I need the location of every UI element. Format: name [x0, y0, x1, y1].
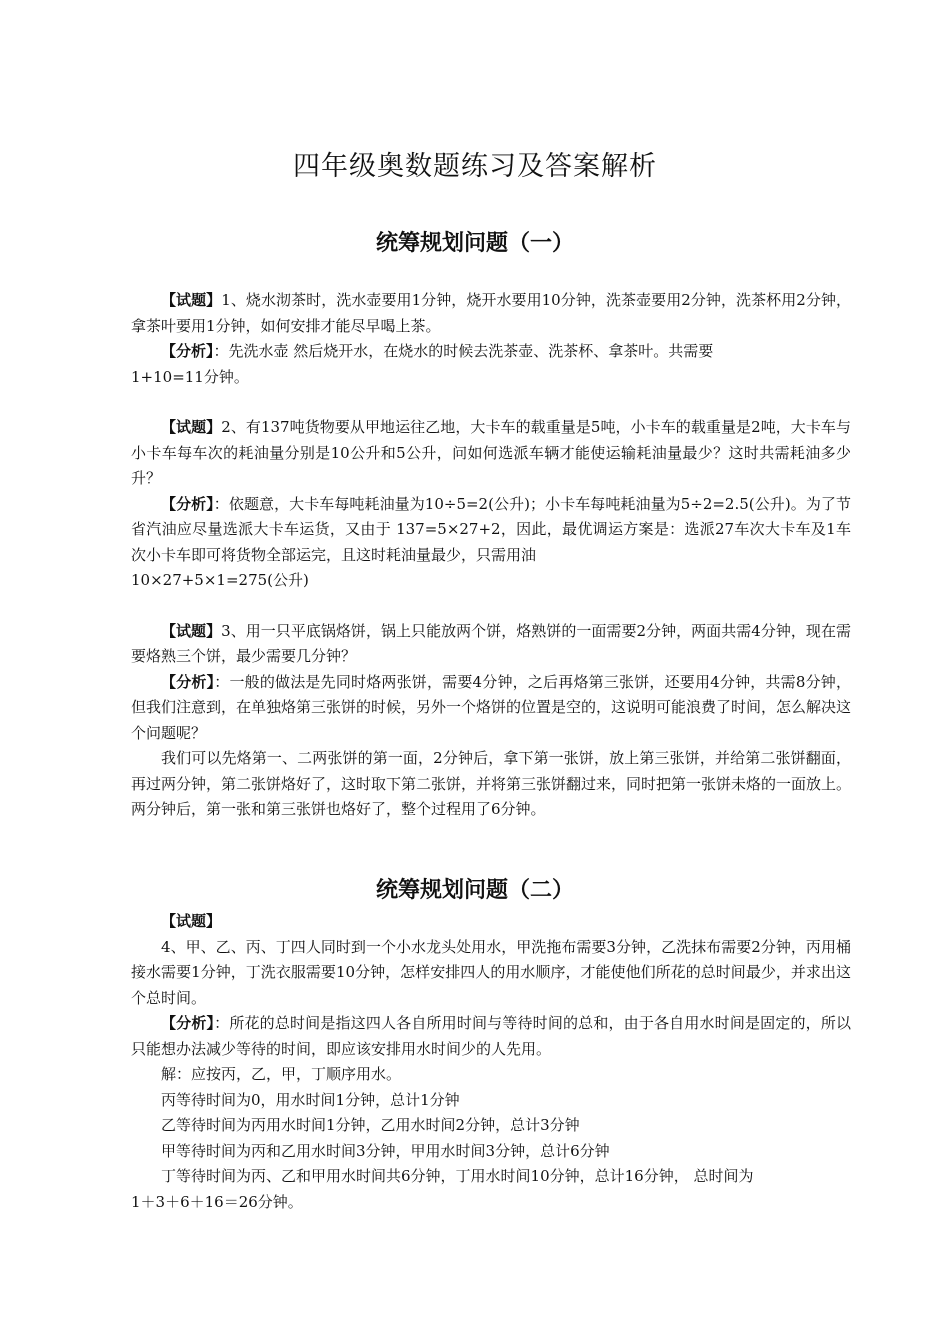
analysis-tag: 【分析】 — [161, 494, 214, 513]
question-4-tag — [131, 909, 851, 935]
analysis-2 — [131, 492, 851, 569]
solution-line: 乙等待时间为丙用水时间1分钟，乙用水时间2分钟，总计3分钟 — [161, 1116, 580, 1134]
solution-line: 丁等待时间为丙、乙和甲用水时间共6分钟，丁用水时间10分钟，总计16分钟， 总时间为 — [161, 1167, 754, 1185]
document-title: 四年级奥数题练习及答案解析 — [293, 151, 657, 182]
solution-total: 1＋3＋6＋16＝26分钟。 — [131, 1192, 303, 1211]
analysis-3-extra: 我们可以先烙第一、二两张饼的第一面，2分钟后，拿下第一张饼，放上第三张饼，并给第二张饼翻面，再过两分钟，第二张饼烙好了，这时取下第二张饼，并将第三张饼翻过来，同时把第一张饼未烙的一面放上。两分钟后，第一张和第三张饼也烙好了，整个过程用了6分钟。 — [131, 749, 852, 818]
question-3 — [131, 619, 851, 670]
analysis-text: ：一般的做法是先同时烙两张饼，需要4分钟，之后再烙第三张饼，还要用4分钟，共需8分钟，但我们注意到，在单独烙第三张饼的时候，另外一个烙饼的位置是空的，这说明可能浪费了时间，怎么解决这个问题呢？ — [131, 672, 852, 742]
solution-line: 解：应按丙，乙，甲，丁顺序用水。 — [161, 1065, 402, 1083]
analysis-3 — [131, 670, 851, 747]
question-tag: 【试题】 — [161, 291, 222, 309]
analysis-tag: 【分析】 — [161, 342, 214, 360]
analysis-text: ：所花的总时间是指这四人各自所用时间与等待时间的总和，由于各自用水时间是固定的，所以只能想办法减少等待的时间，即应该安排用水时间少的人先用。 — [131, 1014, 851, 1058]
analysis-1-result: 1+10=11分钟。 — [131, 367, 249, 386]
section-1-body — [131, 288, 851, 823]
question-text: 3、用一只平底锅烙饼，锅上只能放两个饼，烙熟饼的一面需要2分钟，两面共需4分钟，现在需要烙熟三个饼，最少需要几分钟？ — [131, 621, 851, 665]
section-heading-2: 统筹规划问题（二） — [375, 878, 574, 903]
question-2 — [131, 415, 851, 492]
analysis-2-result: 10×27+5×1=275(公升) — [131, 571, 309, 589]
analysis-text: ：依题意，大卡车每吨耗油量为10÷5=2(公升)；小卡车每吨耗油量为5÷2=2.5(公升)。为了节省汽油应尽量选派大卡车运货，又由于 137=5×27+2，因此，最优调运方案是：选派27车次大卡车及1车次小卡车即可将货物全部运完，且这时耗油量最少，只需用油 — [131, 494, 851, 564]
question-text: 2、有137吨货物要从甲地运往乙地，大卡车的载重量是5吨，小卡车的载重量是2吨，大卡车与小卡车每车次的耗油量分别是10公升和5公升，问如何选派车辆才能使运输耗油量最少？这时共需耗油多少升？ — [131, 418, 851, 487]
analysis-tag: 【分析】 — [161, 1014, 215, 1032]
section-2-body — [131, 909, 851, 1215]
question-tag: 【试题】 — [161, 418, 222, 436]
question-4: 4、甲、乙、丙、丁四人同时到一个小水龙头处用水，甲洗拖布需要3分钟，乙洗抹布需要2分钟，丙用桶接水需要1分钟，丁洗衣服需要10分钟，怎样安排四人的用水顺序，才能使他们所花的总时间最少，并求出这个总时间。 — [131, 937, 851, 1007]
section-heading-1: 统筹规划问题（一） — [375, 231, 574, 256]
solution-line: 甲等待时间为丙和乙用水时间3分钟，甲用水时间3分钟，总计6分钟 — [161, 1141, 610, 1160]
question-tag: 【试题】 — [161, 912, 222, 930]
analysis-tag: 【分析】 — [161, 672, 215, 691]
analysis-1 — [131, 339, 851, 365]
analysis-4 — [131, 1011, 851, 1062]
question-1 — [131, 288, 851, 339]
question-text: 1、烧水沏茶时，洗水壶要用1分钟，烧开水要用10分钟，洗茶壶要用2分钟，洗茶杯用2分钟，拿茶叶要用1分钟，如何安排才能尽早喝上茶。 — [131, 291, 851, 335]
solution-line: 丙等待时间为0，用水时间1分钟，总计1分钟 — [161, 1090, 460, 1109]
analysis-text: ：先洗水壶 然后烧开水，在烧水的时候去洗茶壶、洗茶杯、拿茶叶。共需要 — [213, 342, 714, 360]
question-tag: 【试题】 — [161, 621, 222, 640]
